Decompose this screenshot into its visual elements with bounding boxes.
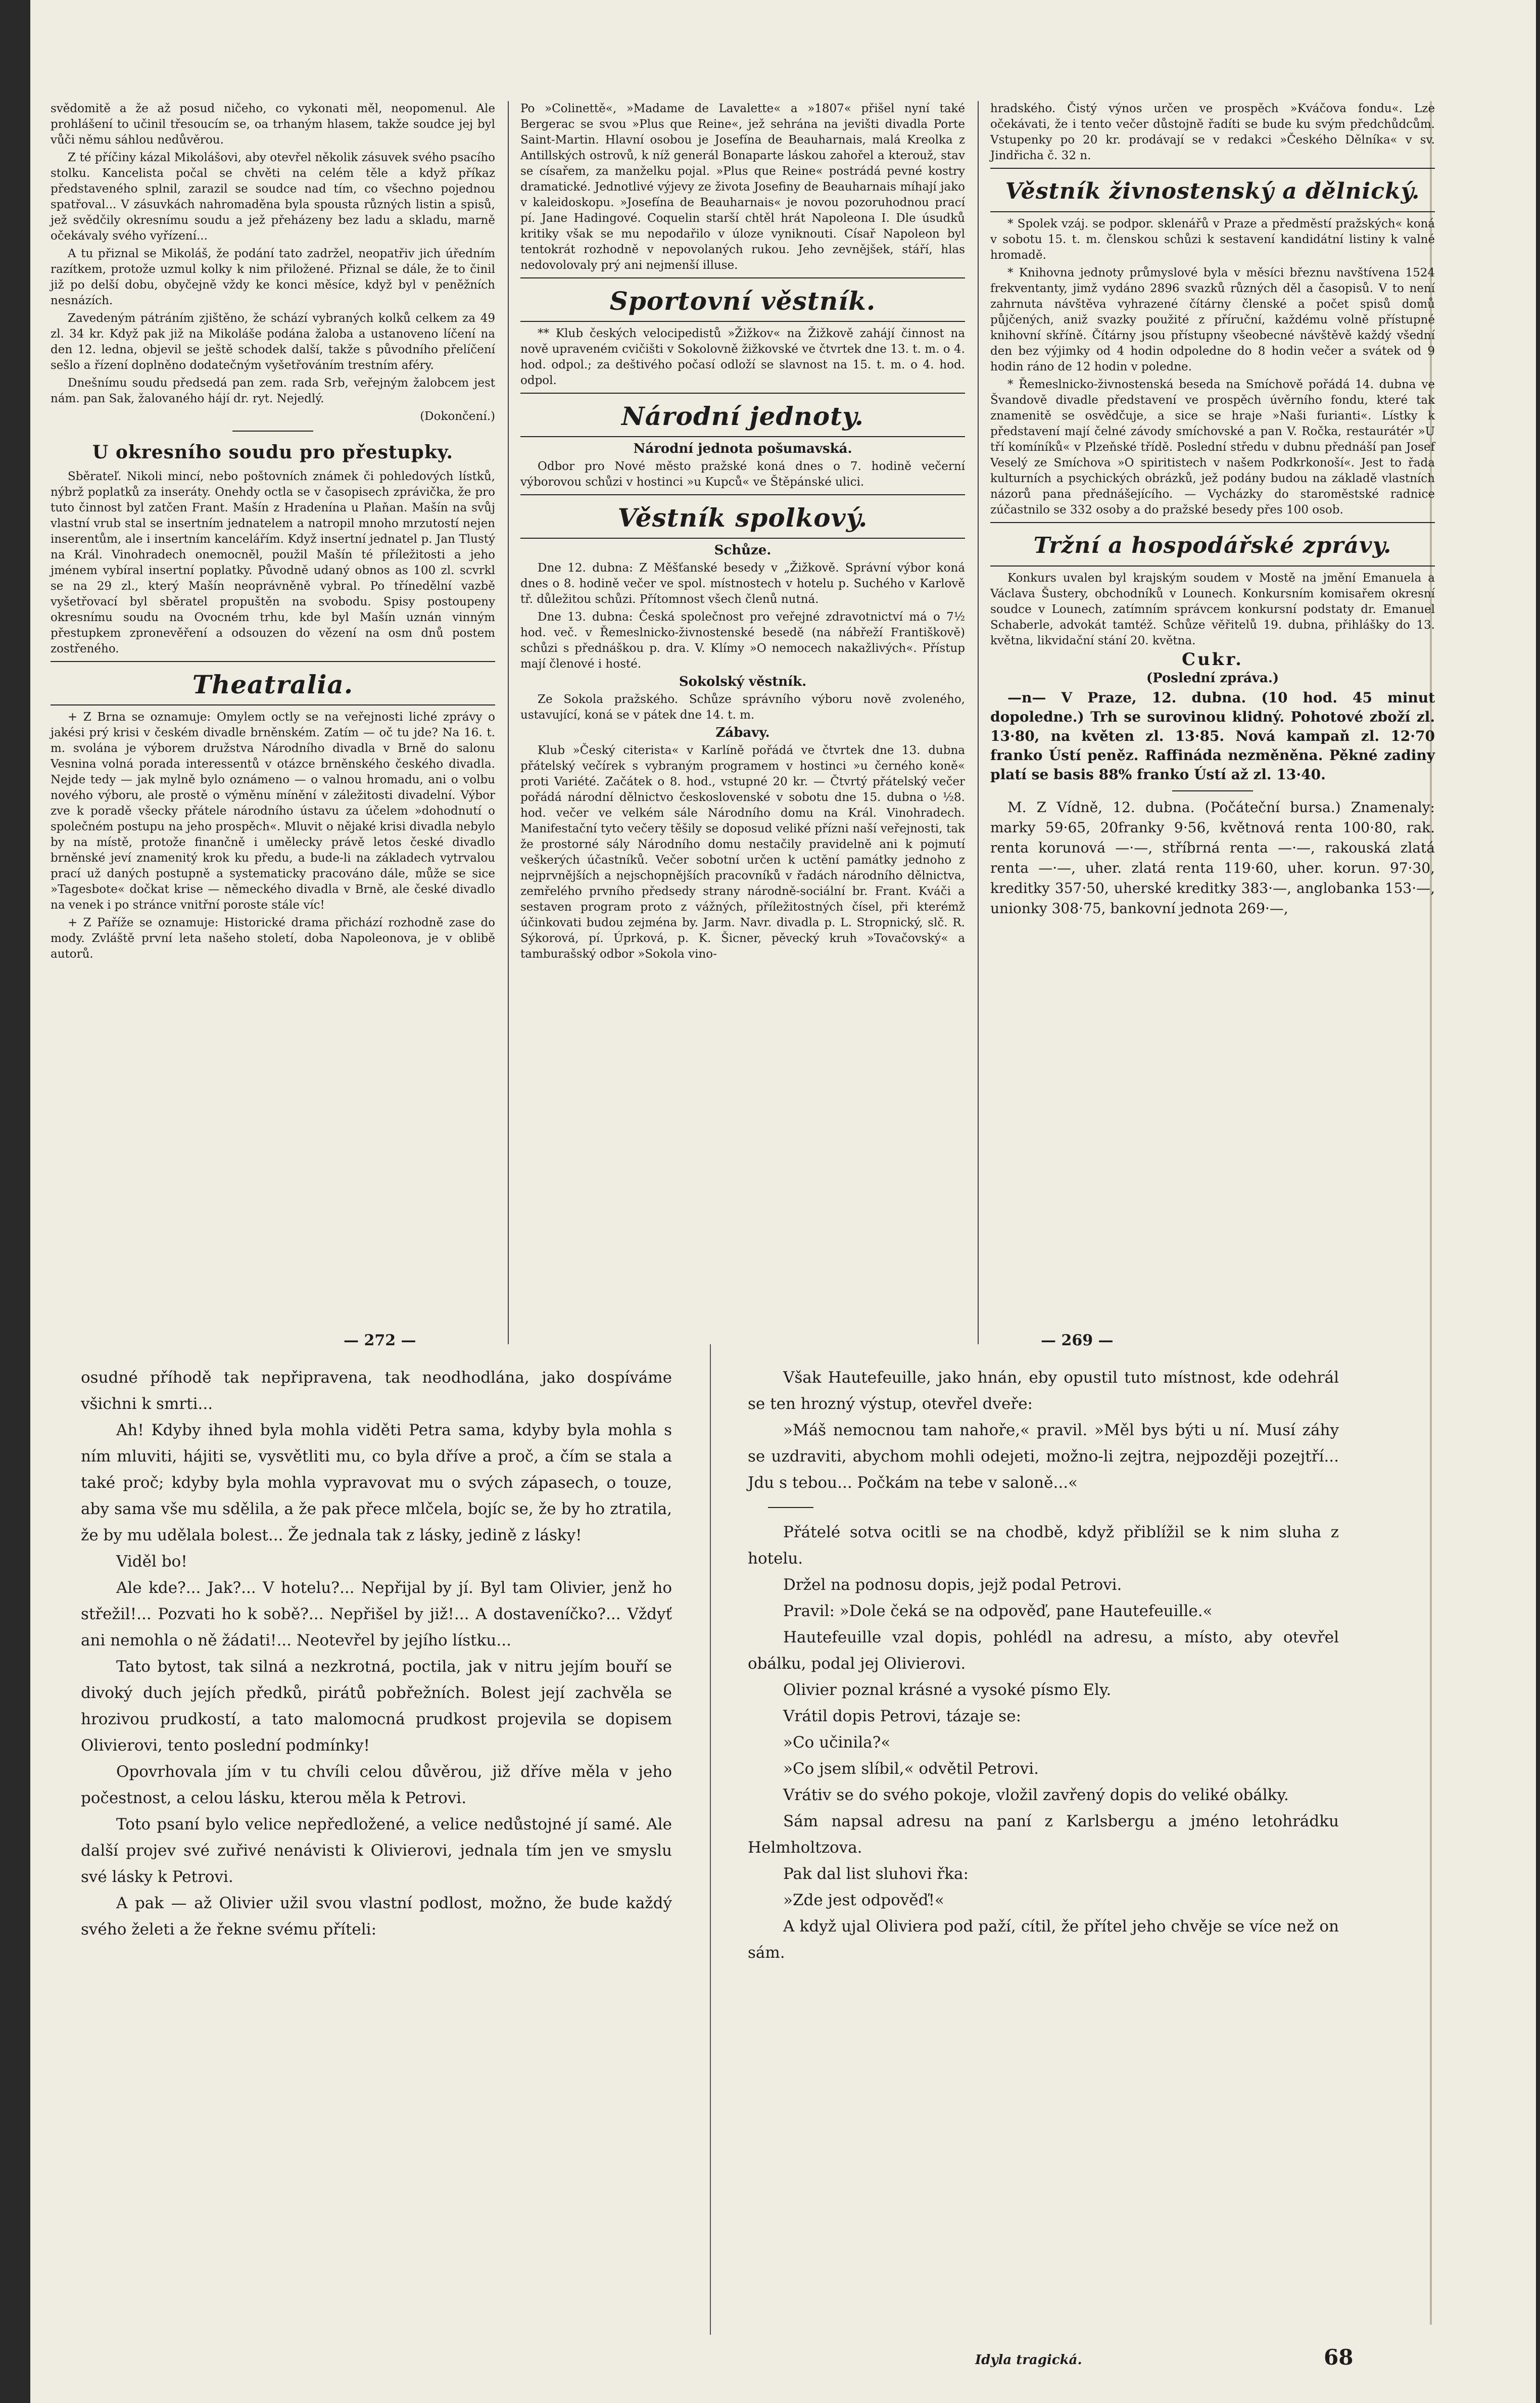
novel-paragraph: Však Hautefeuille, jako hnán, eby opustil tuto místnost, kde odehrál se ten hrozný výstup, otevřel dveře: [748, 1369, 1339, 1413]
novel-paragraph: Sám napsal adresu na paní z Karlsbergu a jméno letohrádku Helmholtzova. [748, 1812, 1339, 1857]
novel-paragraph: Pravil: »Dole čeká se na odpověď, pane Hautefeuille.« [783, 1602, 1213, 1620]
subheading: Národní jednota pošumavská. [633, 441, 852, 456]
novel-paragraph: Vrátil dopis Petrovi, tázaje se: [783, 1707, 1022, 1725]
col3-paragraph: hradského. Čistý výnos určen ve prospěch »Kváčova fondu«. Lze očekávati, že i tento večer důstojně řadíti se bude ku svým předchůdcům. Vstupenky po 20 kr. prodávají se v redakci »Českého Dělníka« v sv. Jindřicha č. 32 n. [990, 102, 1435, 162]
novel-paragraph: »Co učinila?« [783, 1733, 891, 1752]
section-heading: Tržní a hospodářské zprávy. [1033, 533, 1392, 558]
col2-paragraph: ** Klub českých velocipedistů »Žižkov« na Žižkově zahájí činnost na nově upraveném cvičišti v Sokolovně žižkovské ve čtvrtek dne 13. t. m. o 4. hod. odpol.; za deštivého počasí odloží se slavnost na 15. t. m. o 4. hod. odpol. [520, 327, 965, 387]
novel-paragraph: Přátelé sotva ocitli se na chodbě, když přiblížil se k nim sluha z hotelu. [748, 1523, 1339, 1568]
section-heading: Věstník spolkový. [617, 503, 868, 533]
col3-paragraph: —n— V Praze, 12. dubna. (10 hod. 45 minut dopoledne.) Trh se surovinou klidný. Pohotové zboží zl. 13·80, na květen zl. 13·85. Nová kampaň zl. 12·70 franko Ústí peněz. Raffináda nezměněna. Pěkné zadiny platí se basis 88% franko Ústí až zl. 13·40. [990, 689, 1435, 783]
divider [232, 431, 313, 432]
newspaper-top-section [51, 101, 1435, 1344]
section-heading: Národní jednoty. [621, 401, 864, 431]
divider [520, 277, 965, 278]
col3-paragraph: * Knihovna jednoty průmyslové byla v měsíci březnu navštívena 1524 frekventanty, jimž vydáno 2896 svazků různých děl a časopisů. V to není zahrnuta návštěva vyhrazené čítárny členské a počet spisů domů půjčených, aniž svazky použité z příruční, každému volně přístupné knihovní skříně. Čítárny jsou přístupny všeobecné návštěvě každý všední den bez výjimky od 4 hodin odpoledne do 8 hodin večer a svátek od 9 hodin ráno de 12 hodin v poledne. [990, 266, 1435, 373]
section-heading: Theatralia. [192, 670, 354, 699]
col3-paragraph: * Řemeslnicko-živnostenská beseda na Smíchově pořádá 14. dubna ve Švandově divadle představení ve prospěch úvěrního fondu, které tak znamenitě se osvědčuje, a sice se hraje »Naši furianti«. Lístky k představení mají čelné závody smíchovské a pan V. Ročka, restaurátér »U tří komíníků« v Plzeňské třídě. Poslední středu v dubnu přednáší pan Josef Veselý ze Smíchova »O spiritistech v našem Podkrkonoší«. Jest to řada kulturních a psychických obrázků, jež podány budou na základě vlastních názorů pana přednášejícího. — Vycházky do staroměstské radnice zúčastnilo se 332 osoby a do pražské besedy přes 100 osob. [990, 378, 1435, 516]
divider [520, 538, 965, 539]
col1-paragraph: + Z Brna se oznamuje: Omylem octly se na veřejnosti liché zprávy o jakési prý krisi v českém divadle brněnském. Zatím — oč tu jde? Na 16. t. m. svolána je výborem družstva Národního divadla v Brně do salonu Vesnina volná porada interessentů v otázce brněnského českého divadla. Nejde tedy — jak mylně bylo oznámeno — o valnou hromadu, ani o volbu nového výboru, ale prostě o výměnu mínění v záležitosti divadelní. Výbor zve k poradě všecky přátele národního ústavu za účelem »dohodnutí o společném postupu na jeho prospěch«. Mluvit o nějaké krisi divadla nebylo by na místě, protože finančně i umělecky právě letos české divadlo brněnské jeví znamenitý krok ku předu, a bude-li na základech vytrvalou prací už daných postupně a systematicky pracováno dále, může se sice »Tagesbote« dočkat krise — německého divadla v Brně, ale české divadlo na venek i po stránce vnitřní poroste stále víc! [51, 711, 495, 912]
col1-paragraph: Dnešnímu soudu předsedá pan zem. rada Srb, veřejným žalobcem jest nám. pan Sak, žalovaného hájí dr. ryt. Nejedlý. [51, 376, 495, 405]
novel-paragraph: Hautefeuille vzal dopis, pohlédl na adresu, a místo, aby otevřel obálku, podal jej Olivierovi. [748, 1628, 1339, 1673]
novel-paragraph: Opovrhovala jím v tu chvíli celou důvěrou, již dříve měla v jeho počestnost, a celou lásku, kterou měla k Petrovi. [81, 1763, 672, 1807]
novel-paragraph: Ale kde?... Jak?... V hotelu?... Nepřijal by jí. Byl tam Olivier, jenž ho střežil!... Pozvati ho k sobě?... Nepřišel by již!... A dostaveníčko?... Vždyť ani nemohla o ně žádati!... Neotevřel by jejího lístku... [81, 1579, 672, 1650]
divider [520, 494, 965, 495]
divider [990, 522, 1435, 523]
column-3 [990, 101, 1435, 921]
col3-paragraph: M. Z Vídně, 12. dubna. (Počáteční bursa.) Znamenaly: marky 59·65, 20franky 9·56, květnová renta 100·80, rak. renta korunová —·—, stříbrná renta —·—, rakouská zlatá renta —·—, uher. zlatá renta 119·60, uher. korun. 97·30, kreditky 357·50, uherské kreditky 383·—, anglobanka 153·—, unionky 308·75, bankovní jednota 269·—, [990, 799, 1435, 917]
divider [1172, 790, 1253, 791]
novel-paragraph: osudné příhodě tak nepřipravena, tak neodhodlána, jako dospíváme všichni k smrti... [81, 1369, 672, 1413]
column-1 [51, 101, 495, 964]
novel-paragraph: Olivier poznal krásné a vysoké písmo Ely. [783, 1681, 1112, 1699]
col1-paragraph: Zavedeným pátráním zjištěno, že schází vybraných kolků celkem za 49 zl. 34 kr. Když pak již na Mikoláše podána žaloba a ustanoveno líčení na den 12. ledna, objevil se ještě schodek další, takže s původního přelíčení sešlo a řízení doplněno dodatečným vyšetřováním trestním aféry. [51, 312, 495, 372]
novel-paragraph: Toto psaní bylo velice nepředložené, a velice nedůstojné jí samé. Ale další projev své zuřivé nenávisti k Olivierovi, jednala tím jen ve smyslu své lásky k Petrovi. [81, 1815, 672, 1886]
divider [768, 1507, 813, 1508]
newspaper-page [30, 0, 1536, 2403]
page-number-left: — 272 — [344, 1332, 416, 1349]
footer-title: Idyla tragická. [975, 2352, 1082, 2368]
divider [990, 566, 1435, 567]
subheading: Zábavy. [715, 725, 770, 740]
divider [520, 393, 965, 394]
subheading: Schůze. [714, 543, 772, 558]
col1-paragraph: A tu přiznal se Mikoláš, že podání tato zadržel, neopatřiv jich úředním razítkem, protože uzmul kolky k nim přiložené. Přiznal se dále, že to činil již po delší dobu, obyčejně vždy ke konci měsíce, když byl v peněžních nesnázích. [51, 247, 495, 307]
novel-right-page [748, 1364, 1339, 1966]
novel-paragraph: Vrátiv se do svého pokoje, vložil zavřený dopis do veliké obálky. [783, 1786, 1289, 1804]
novel-left-page [81, 1364, 672, 1943]
col1-paragraph: + Z Paříže se oznamuje: Historické drama přichází rozhodně zase do mody. Zvláště první leta našeho století, doba Napoleonova, je v oblibě autorů. [51, 916, 495, 961]
col3-paragraph: * Spolek vzáj. se podpor. sklenářů v Praze a předměstí pražských« koná v sobotu 15. t. m. členskou schůzi k sestavení kandidátní listiny k valné hromadě. [990, 217, 1435, 262]
novel-paragraph: »Zde jest odpověď!« [783, 1891, 944, 1909]
column-2 [520, 101, 965, 964]
divider [520, 321, 965, 322]
page-number-right: — 269 — [1041, 1332, 1114, 1349]
subheading: Sokolský věstník. [679, 674, 807, 689]
novel-paragraph: A pak — až Olivier užil svou vlastní podlost, možno, že bude každý svého želeti a že řekne svému příteli: [81, 1894, 672, 1939]
footer-page-number: 68 [1324, 2345, 1354, 2370]
continuation-note: (Dokončení.) [420, 410, 495, 423]
divider [51, 661, 495, 662]
divider [990, 168, 1435, 169]
divider [520, 436, 965, 437]
col2-paragraph: Dne 12. dubna: Z Měšťanské besedy v „Žižkově. Správní výbor koná dnes o 8. hodině večer ve spol. místnostech v hotelu p. Suchého v Karlově tř. důležitou schůzi. Přítomnost všech členů nutná. [520, 561, 965, 606]
section-heading: Věstník živnostenský a dělnický. [1005, 178, 1420, 204]
section-heading: Sportovní věstník. [609, 286, 876, 316]
divider [51, 704, 495, 705]
column-separator [978, 101, 979, 1344]
novel-paragraph: Tato bytost, tak silná a nezkrotná, poctila, jak v nitru jejím bouří se divoký duch jejích předků, pirátů pobřežních. Bolest její zachvěla se hrozivou prudkostí, a tato malomocná prudkost projevila se dopisem Olivierovi, tento poslední podmínky! [81, 1658, 672, 1755]
subheading: Cukr. [1182, 649, 1243, 670]
divider [990, 211, 1435, 212]
novel-section [51, 1364, 1415, 2325]
col2-paragraph: Po »Colinettě«, »Madame de Lavalette« a »1807« přišel nyní také Bergerac se svou »Plus que Reine«, jež sehrána na jevišti divadla Porte Saint-Martin. Hlavní osobou je Josefína de Beauharnais, malá Kreolka z Antillských ostrovů, k níž generál Bonaparte láskou zahořel a kterouž, stav se císařem, za manželku pojal. »Plus que Reine« postrádá pevné kostry dramatické. Jednotlivé výjevy ze života Josefiny de Beauharnais míhají jako v kaleidoskopu. »Josefína de Beauharnais« je novou pozoruhodnou prací pí. Jane Hadingové. Coquelin starší chtěl hrát Napoleona I. Dle úsudků kritiky však se mu nepodařilo v úloze vyniknouti. Císař Napoleon byl tentokrát rozhodně v nepovolaných rukou. Jeho zevnějšek, stáří, hlas nedovolovaly prý ani nejmenší illuse. [520, 102, 965, 272]
col2-paragraph: Dne 13. dubna: Česká společnost pro veřejné zdravotnictví má o 7½ hod. več. v Řemeslnicko-živnostenské besedě (na nábřeží Františkově) schůzi s přednáškou p. dra. V. Klímy »O nemocech nakažlivých«. Přístup mají členové i hosté. [520, 610, 965, 671]
novel-paragraph: »Máš nemocnou tam nahoře,« pravil. »Měl bys býti u ní. Musí záhy se uzdraviti, abychom mohli odejeti, možno-li zejtra, nejpozději pozejtří... Jdu s tebou... Počkám na tebe v saloně...« [748, 1421, 1339, 1492]
novel-paragraph: Viděl bo! [116, 1552, 187, 1571]
section-heading: U okresního soudu pro přestupky. [92, 442, 454, 463]
novel-paragraph: Pak dal list sluhovi řka: [783, 1865, 969, 1883]
col1-paragraph: Sběrateľ. Nikoli mincí, nebo poštovních známek či pohledových lístků, nýbrž poplatků za inseráty. Onehdy octla se v časopisech zprávička, že pro tuto činnost byl zatčen Frant. Mašín z Hradenína u Plaňan. Mašín na svůj vlastní vrub stal se insertním jednatelem a natropil mnoho mrzutostí nejen inserentům, ale i insertním kancelářím. Když insertní jednatel p. Jan Tlustý na Král. Vinohradech onemocněl, použil Mašín té příležitosti a jeho jménem vybíral insertní poplatky. Původně udaný obnos as 100 zl. scvrkl se na 29 zl., který Mašín neoprávněně vybral. Po třínedělní vazbě vyšetřovací byl sběratel propuštěn na svobodu. Spisy postoupeny okresnímu soudu na Ovocném trhu, kde byl Mašín uznán vinným přestupkem zpronevěření a odsouzen do vězení na osm dnů postem zostřeného. [51, 470, 495, 655]
subheading: (Poslední zpráva.) [1146, 671, 1279, 686]
novel-paragraph: Ah! Kdyby ihned byla mohla viděti Petra sama, kdyby byla mohla s ním mluviti, hájiti se, vysvětliti mu, co byla dříve a proč, a čím se stala a také proč; kdyby byla mohla vypravovat mu o svých zápasech, o touze, aby sama vše mu sdělila, a že pak přece mlčela, bojíc se, že by ho ztratila, že by mu udělala bolest... Že jednala tak z lásky, jedině z lásky! [81, 1421, 672, 1544]
novel-paragraph: A když ujal Oliviera pod paží, cítil, že přítel jeho chvěje se více než on sám. [748, 1917, 1339, 1962]
col2-paragraph: Odbor pro Nové město pražské koná dnes o 7. hodině večerní výborovou schůzi v hostinci »u Kupců« ve Štěpánské ulici. [520, 460, 965, 489]
col1-paragraph: Z té příčiny kázal Mikolášovi, aby otevřel několik zásuvek svého psacího stolku. Kancelista počal se chvěti na celém těle a když příkaz představeného splnil, zarazil se soudce nad tím, co všechno pojednou spatřoval... V zásuvkách nahromaděna byla spousta různých listin a spisů, jež svědčily okresnímu soudu a jež přeházeny bez ladu a skladu, marně očekávaly svého vyřízení... [51, 151, 495, 243]
col2-paragraph: Klub »Český citerista« v Karlíně pořádá ve čtvrtek dne 13. dubna přátelský večírek s vybraným programem v hostinci »u černého koně« proti Variété. Začátek o 8. hod., vstupné 20 kr. — Čtvrtý přátelský večer pořádá národní dělnictvo československé v sobotu dne 15. dubna o ½8. hod. večer ve velkém sále Národního domu na Král. Vinohradech. Manifestační tyto večery těšily se doposud veliké přízni naší veřejnosti, tak že prostorné sály Národního domu nestačily pravidelně ani k pojmutí veškerých účastníků. Večer sobotní určen k uctění památky jednoho z nejprvnějších a nejschopnějších pracovníků v řadách národního dělnictva, zemřelého prvního předsedy strany národně-sociální br. Frant. Kváči a sestaven program proto z vážných, příležitostných čísel, při kterémž účinkovati budou zejména by. Jarm. Navr. divadla p. L. Stropnický, slč. R. Sýkorová, pí. Úprková, p. K. Šicner, pěvecký kruh »Tovačovský« a tamburašský odbor »Sokola vino- [520, 744, 965, 961]
col1-paragraph: svědomitě a že až posud ničeho, co vykonati měl, neopomenul. Ale prohlášení to učinil třesoucím se, oa trhaným hlasem, takže soudce jej byl vůči němu sáhlou nedůvěrou. [51, 102, 495, 147]
col2-paragraph: Ze Sokola pražského. Schůze správního výboru nově zvoleného, ustavující, koná se v pátek dne 14. t. m. [520, 693, 965, 722]
novel-paragraph: »Co jsem slíbil,« odvětil Petrovi. [783, 1760, 1039, 1778]
col3-paragraph: Konkurs uvalen byl krajským soudem v Mostě na jmění Emanuela a Václava Šustery, obchodníků v Lounech. Konkursním komisařem okresní soudce v Lounech, zatímním správcem konkursní podstaty dr. Emanuel Schaberle, advokát tamtéž. Schůze věřitelů 19. dubna, přihlášky do 13. května, likvidační stání 20. května. [990, 572, 1435, 647]
column-separator [508, 101, 509, 1344]
novel-paragraph: Držel na podnosu dopis, jejž podal Petrovi. [783, 1576, 1122, 1594]
